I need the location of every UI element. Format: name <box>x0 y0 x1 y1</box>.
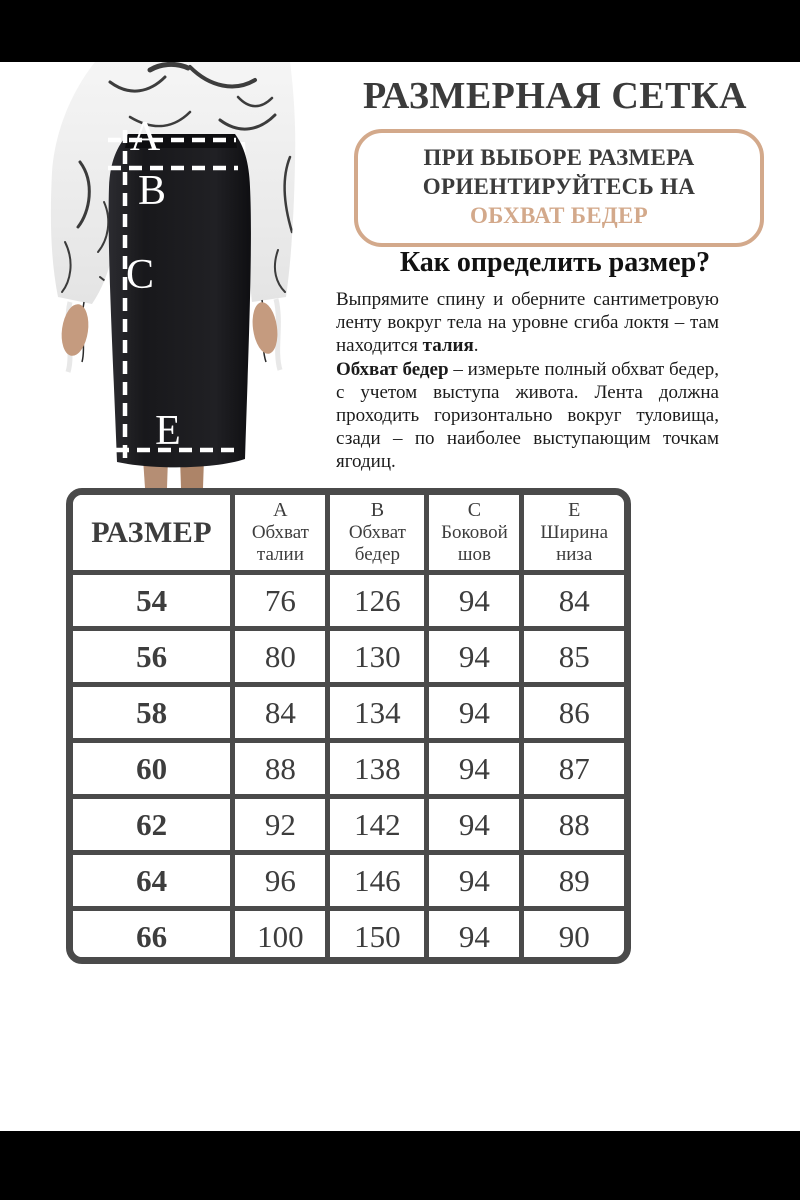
value-cell: 150 <box>328 909 427 965</box>
bottom-black-bar <box>0 1131 800 1200</box>
col-header-size: РАЗМЕР <box>71 493 233 573</box>
value-cell: 90 <box>522 909 627 965</box>
value-cell: 88 <box>233 741 328 797</box>
col-line: Ширина <box>540 522 609 544</box>
how-to-text <box>336 288 719 474</box>
value-cell: 94 <box>427 629 522 685</box>
value-cell: 89 <box>522 853 627 909</box>
advice-line-2: ОРИЕНТИРУЙТЕСЬ НА <box>422 174 696 199</box>
value-cell: 96 <box>233 853 328 909</box>
size-cell: 62 <box>71 797 233 853</box>
value-cell: 85 <box>522 629 627 685</box>
left-hand <box>59 302 92 357</box>
measure-hips-paragraph <box>336 358 719 474</box>
value-cell: 84 <box>233 685 328 741</box>
value-cell: 134 <box>328 685 427 741</box>
value-cell: 100 <box>233 909 328 965</box>
col-letter: С <box>467 498 482 521</box>
value-cell: 142 <box>328 797 427 853</box>
col-line: низа <box>556 544 593 566</box>
value-cell: 94 <box>427 853 522 909</box>
col-line: Боковой <box>441 522 508 544</box>
advice-highlight: ОБХВАТ БЕДЕР <box>469 203 649 228</box>
table-row <box>71 909 627 965</box>
value-cell: 76 <box>233 573 328 629</box>
value-cell: 88 <box>522 797 627 853</box>
value-cell: 146 <box>328 853 427 909</box>
size-table <box>66 488 631 964</box>
size-cell: 58 <box>71 685 233 741</box>
col-line: талии <box>256 544 304 566</box>
label-e: E <box>155 408 181 454</box>
p1-text: Выпрямите спину и оберните сантиметровую ленту вокруг тела на уровне сгиба локтя – там находится <box>336 289 719 357</box>
advice-box <box>354 129 764 247</box>
value-cell: 94 <box>427 909 522 965</box>
col-line: Обхват <box>251 522 309 544</box>
size-cell: 64 <box>71 853 233 909</box>
table-row <box>71 685 627 741</box>
top-black-bar <box>0 0 800 62</box>
col-header-bottom-width <box>522 493 627 573</box>
size-cell: 54 <box>71 573 233 629</box>
table-row <box>71 629 627 685</box>
value-cell: 87 <box>522 741 627 797</box>
page-title: РАЗМЕРНАЯ СЕТКА <box>363 75 747 117</box>
p2-bold-term: Обхват бедер <box>336 358 449 380</box>
value-cell: 80 <box>233 629 328 685</box>
label-c: C <box>125 252 155 298</box>
col-letter: Е <box>568 498 581 521</box>
p2-text: – измерьте полный обхват бедер, с учетом выступа живота. Лента должна проходить горизонтально вокруг туловища, сзади – по наиболее выступающим точкам ягодиц. <box>336 358 720 473</box>
p1-bold-term: талия <box>422 335 474 357</box>
value-cell: 94 <box>427 741 522 797</box>
value-cell: 84 <box>522 573 627 629</box>
size-cell: 66 <box>71 909 233 965</box>
value-cell: 126 <box>328 573 427 629</box>
value-cell: 130 <box>328 629 427 685</box>
measure-waist-paragraph <box>336 288 719 358</box>
col-letter: В <box>370 498 385 521</box>
col-header-waist <box>233 493 328 573</box>
col-header-hips <box>328 493 427 573</box>
table-row <box>71 573 627 629</box>
how-to-heading: Как определить размер? <box>399 247 711 278</box>
table-row <box>71 797 627 853</box>
value-cell: 94 <box>427 573 522 629</box>
size-cell: 60 <box>71 741 233 797</box>
value-cell: 94 <box>427 685 522 741</box>
col-header-side-seam <box>427 493 522 573</box>
value-cell: 86 <box>522 685 627 741</box>
value-cell: 138 <box>328 741 427 797</box>
label-a: A <box>129 114 161 160</box>
size-cell: 56 <box>71 629 233 685</box>
label-b: B <box>137 168 167 214</box>
p1-tail: . <box>473 335 479 357</box>
col-line: Обхват <box>348 522 406 544</box>
header-row <box>71 493 627 573</box>
col-line: бедер <box>354 544 400 566</box>
table-row <box>71 741 627 797</box>
col-letter: А <box>273 498 288 521</box>
table-row <box>71 853 627 909</box>
advice-line-1: ПРИ ВЫБОРЕ РАЗМЕРА <box>423 145 695 170</box>
model-photo <box>40 62 340 488</box>
value-cell: 92 <box>233 797 328 853</box>
col-line: шов <box>457 544 491 566</box>
value-cell: 94 <box>427 797 522 853</box>
